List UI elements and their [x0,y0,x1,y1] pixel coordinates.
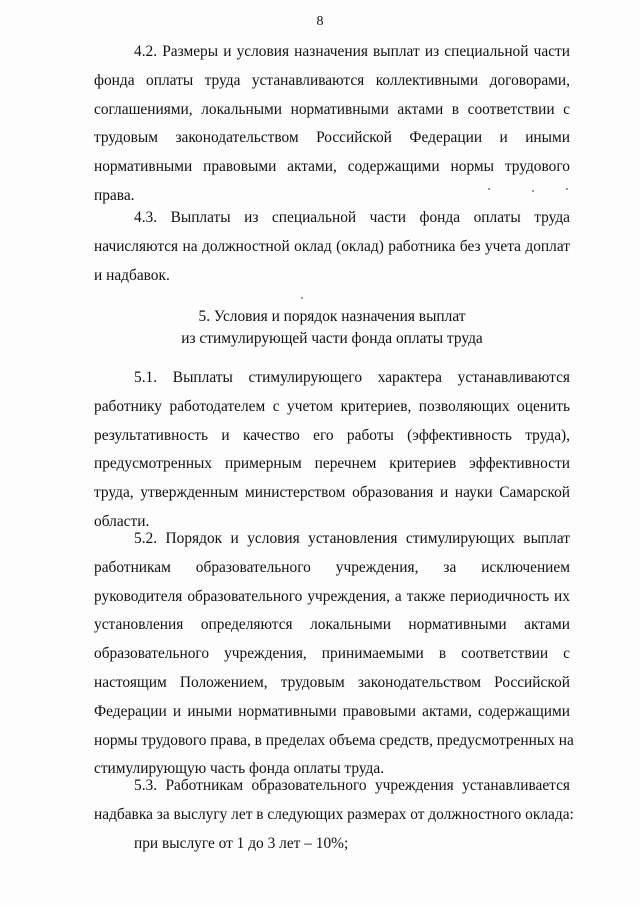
text-line: надбавка за выслугу лет в следующих размерах от должностного оклада: [94,805,574,823]
text-line: Федерации и иными нормативными правовыми актами, содержащими [94,702,570,720]
text-line: работнику работодателем с учетом критериев, позволяющих оценить [94,397,570,415]
paragraph-5-1 [94,364,570,537]
text-line: при выслуге от 1 до 3 лет – 10%; [134,834,349,852]
text-line: права. [94,186,135,204]
text-line: настоящим Положением, трудовым законодательством Российской [94,673,570,691]
text-line: 5.3. Работникам образовательного учреждения устанавливается [134,777,570,794]
text-line: образовательного учреждения, принимаемыми в соответствии с [94,645,570,663]
heading-line: из стимулирующей части фонда оплаты труда [181,330,483,347]
scan-speck [532,190,534,192]
text-line: 4.3. Выплаты из специальной части фонда оплаты труда [134,209,570,226]
paragraph-4-3 [94,204,570,290]
text-line: соглашениями, локальными нормативными актами в соответствии с [94,100,570,118]
scan-speck [301,297,303,299]
text-line: области. [94,512,150,530]
paragraph-5-2 [94,525,574,784]
text-line: стимулирующую часть фонда оплаты труда. [94,760,385,778]
text-line: нормы трудового права, в пределах объема средств, предусмотренных на [94,731,574,749]
text-line: предусмотренных примерным перечнем критериев эффективности [94,455,570,473]
text-line: и надбавок. [94,266,170,284]
text-line: трудовым законодательством Российской Федерации и иными [94,129,570,147]
text-line: руководителя образовательного учреждения, а также периодичность их [94,587,570,605]
text-line: 5.1. Выплаты стимулирующего характера устанавливаются [134,369,570,386]
text-line: результативность и качество его работы (эффективность труда), [94,426,570,444]
text-line: 5.2. Порядок и условия установления стимулирующих выплат [134,530,570,547]
text-line: фонда оплаты труда устанавливаются коллективными договорами, [94,71,570,89]
text-line: начисляются на должностной оклад (оклад) работника без учета доплат [94,237,570,255]
section-5-heading [94,306,570,350]
text-line: нормативными правовыми актами, содержащими нормы трудового [94,158,570,176]
text-line: работникам образовательного учреждения, за исключением [94,558,570,576]
text-line: 4.2. Размеры и условия назначения выплат из специальной части [134,43,570,60]
heading-line: 5. Условия и порядок назначения выплат [198,308,466,325]
scan-speck [566,188,568,190]
paragraph-4-2 [94,38,570,211]
text-line: установления определяются локальными нормативными актами [94,616,570,634]
page-number: 8 [316,14,324,29]
paragraph-5-3 [94,772,574,858]
text-line: труда, утвержденным министерством образования и науки Самарской [94,484,570,502]
scan-speck [488,188,490,190]
